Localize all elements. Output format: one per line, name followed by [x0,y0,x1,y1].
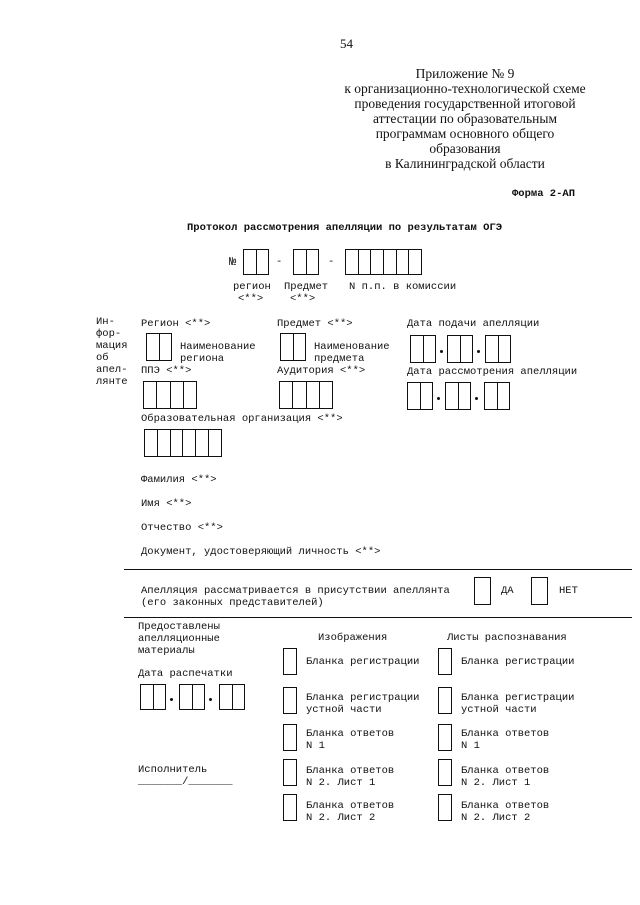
material-item-label: Бланка регистрации [461,656,575,668]
sequence-number-cells[interactable] [345,249,422,275]
auditorium-label: Аудитория <**> [277,365,366,377]
presence-yes-label: ДА [501,585,514,597]
region-code-cells[interactable] [243,249,269,275]
appendix-line: аттестации по образовательным [372,111,558,126]
appendix-block [340,66,590,171]
ppe-cells[interactable] [143,381,197,409]
submit-date-year-cells[interactable] [485,335,511,363]
print-date-day-cells[interactable] [140,684,166,710]
appendix-line: к организационно-технологической схеме [344,81,586,96]
material-item-label: Бланка регистрации [461,692,575,704]
organization-cells[interactable] [144,429,222,457]
dash: - [276,256,283,268]
review-date-day-cells[interactable] [407,382,433,410]
material-item-label: N 2. Лист 2 [461,812,531,824]
image-answers2-sheet2-checkbox[interactable] [283,794,297,821]
subject-name-label: Наименование предмета [314,341,390,365]
presence-line1: Апелляция рассматривается в присутствии апеллянта [141,585,450,597]
image-answers1-checkbox[interactable] [283,724,297,751]
organization-label: Образовательная организация <**> [141,413,343,425]
material-item-label: Бланка ответов [306,800,395,812]
patronymic-label: Отчество <**> [141,522,223,534]
region-stars: <**> [238,293,264,305]
applicant-info-side-label: Ин- фор- мация об апел- лянте [96,316,128,388]
section-divider [124,617,632,618]
material-item-label: N 1 [461,740,480,752]
print-date-month-cells[interactable] [179,684,205,710]
image-registration-checkbox[interactable] [283,648,297,675]
number-sign: № [229,255,237,269]
material-item-label: N 2. Лист 2 [306,812,376,824]
region-name-label: Наименование региона [180,341,256,365]
auditorium-cells[interactable] [279,381,333,409]
image-oral-registration-checkbox[interactable] [283,687,297,714]
ppe-label: ППЭ <**> [141,365,192,377]
page-number: 54 [340,36,353,51]
sheet-oral-registration-checkbox[interactable] [438,687,452,714]
region-cells[interactable] [146,333,172,361]
sheet-answers2-sheet1-checkbox[interactable] [438,759,452,786]
images-header: Изображения [318,632,388,644]
provided-materials-label: Предоставлены апелляционные материалы [138,621,220,657]
subject-stars: <**> [290,293,316,305]
region-label: регион [233,281,271,293]
print-date-label: Дата распечатки [138,668,233,680]
last-name-label: Фамилия <**> [141,474,217,486]
submit-date-label: Дата подачи апелляции [407,318,540,330]
date-separator [475,397,478,400]
print-date-year-cells[interactable] [219,684,245,710]
appendix-line: в Калининградской области [385,156,545,171]
document-label: Документ, удостоверяющий личность <**> [141,546,381,558]
review-date-year-cells[interactable] [484,382,510,410]
material-item-label: N 2. Лист 1 [306,777,376,789]
first-name-label: Имя <**> [141,498,192,510]
submit-date-month-cells[interactable] [447,335,473,363]
presence-yes-checkbox[interactable] [474,577,491,605]
material-item-label: устной части [461,704,537,716]
appendix-title: Приложение № 9 [415,66,515,81]
material-item-label: Бланка ответов [306,765,395,777]
protocol-title: Протокол рассмотрения апелляции по результатам ОГЭ [187,222,503,234]
sheet-registration-checkbox[interactable] [438,648,452,675]
material-item-label: Бланка ответов [461,765,550,777]
section-divider [124,569,632,570]
form-label: Форма 2-АП [512,188,576,200]
presence-no-checkbox[interactable] [531,577,548,605]
subject-cells[interactable] [280,333,306,361]
appendix-line: программам основного общего образования [375,126,555,156]
sheet-answers2-sheet2-checkbox[interactable] [438,794,452,821]
sequence-label: N п.п. в комиссии [349,281,457,293]
material-item-label: Бланка регистрации [306,656,420,668]
date-separator [170,698,173,701]
region-field-label: Регион <**> [141,318,211,330]
material-item-label: Бланка ответов [306,728,395,740]
date-separator [437,397,440,400]
material-item-label: Бланка регистрации [306,692,420,704]
subject-label: Предмет [284,281,329,293]
executor-signature-line: _______/_______ [138,776,233,788]
subject-code-cells[interactable] [293,249,319,275]
material-item-label: устной части [306,704,382,716]
date-separator [440,350,443,353]
presence-line2: (его законных представителей) [141,597,324,609]
sheets-header: Листы распознавания [447,632,567,644]
image-answers2-sheet1-checkbox[interactable] [283,759,297,786]
date-separator [209,698,212,701]
presence-no-label: НЕТ [559,585,578,597]
subject-field-label: Предмет <**> [277,318,353,330]
material-item-label: N 2. Лист 1 [461,777,531,789]
submit-date-day-cells[interactable] [410,335,436,363]
dash: - [328,256,335,268]
executor-label: Исполнитель [138,764,208,776]
appendix-line: проведения государственной итоговой [354,96,576,111]
sheet-answers1-checkbox[interactable] [438,724,452,751]
date-separator [477,350,480,353]
review-date-month-cells[interactable] [445,382,471,410]
material-item-label: N 1 [306,740,325,752]
material-item-label: Бланка ответов [461,800,550,812]
review-date-label: Дата рассмотрения апелляции [407,366,578,378]
material-item-label: Бланка ответов [461,728,550,740]
